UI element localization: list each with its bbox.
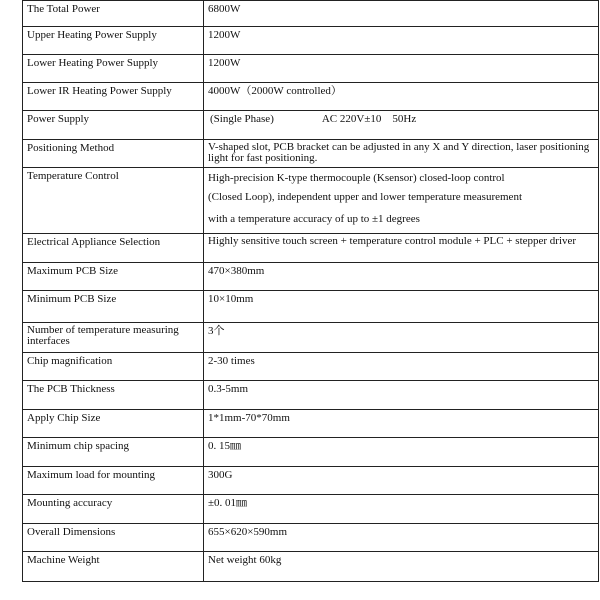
spec-table — [22, 0, 599, 582]
row-label-power-supply: Power Supply — [23, 111, 204, 140]
row-label-mounting-accuracy: Mounting accuracy — [23, 495, 204, 524]
table-row — [23, 381, 599, 410]
row-label-overall-dimensions: Overall Dimensions — [23, 524, 204, 552]
row-value-pcb-thickness: 0.3-5mm — [204, 381, 599, 410]
row-value-temp-interfaces: 3个 — [204, 323, 599, 353]
row-label-lower-heating: Lower Heating Power Supply — [23, 55, 204, 83]
row-label-temp-interfaces: Number of temperature measuring interfaces — [23, 323, 204, 353]
table-row — [23, 495, 599, 524]
row-value-max-load: 300G — [204, 467, 599, 495]
table-row — [23, 1, 599, 27]
row-label-min-pcb-size: Minimum PCB Size — [23, 291, 204, 323]
row-label-pcb-thickness: The PCB Thickness — [23, 381, 204, 410]
row-value-power-supply — [204, 111, 599, 140]
row-value-machine-weight: Net weight 60kg — [204, 552, 599, 582]
table-row — [23, 552, 599, 582]
row-label-temperature-control: Temperature Control — [23, 168, 204, 234]
row-label-apply-chip-size: Apply Chip Size — [23, 410, 204, 438]
table-row — [23, 438, 599, 467]
power-supply-phase: (Single Phase) — [210, 113, 274, 125]
table-row — [23, 234, 599, 263]
table-row — [23, 410, 599, 438]
table-row — [23, 263, 599, 291]
row-label-max-load: Maximum load for mounting — [23, 467, 204, 495]
table-row — [23, 467, 599, 495]
row-label-positioning-method: Positioning Method — [23, 140, 204, 168]
row-label-electrical-appliance: Electrical Appliance Selection — [23, 234, 204, 263]
row-value-mounting-accuracy: ±0. 01㎜ — [204, 495, 599, 524]
row-value-min-pcb-size: 10×10mm — [204, 291, 599, 323]
table-row — [23, 323, 599, 353]
row-value-chip-magnification: 2-30 times — [204, 353, 599, 381]
row-value-electrical-appliance: Highly sensitive touch screen + temperature control module + PLC + stepper driver — [204, 234, 599, 263]
row-value-max-pcb-size: 470×380mm — [204, 263, 599, 291]
row-value-upper-heating: 1200W — [204, 27, 599, 55]
table-row — [23, 140, 599, 168]
row-label-total-power: The Total Power — [23, 1, 204, 27]
row-value-positioning-method: V-shaped slot, PCB bracket can be adjusted in any X and Y direction, laser positioning light for fast positioning. — [204, 140, 599, 168]
temperature-control-line: with a temperature accuracy of up to ±1 degrees — [208, 213, 420, 225]
row-value-temperature-control — [204, 168, 599, 234]
table-row — [23, 55, 599, 83]
table-row — [23, 27, 599, 55]
row-label-min-chip-spacing: Minimum chip spacing — [23, 438, 204, 467]
row-value-lower-ir-heating: 4000W（2000W controlled） — [204, 83, 599, 111]
power-supply-voltage: AC 220V±10 50Hz — [321, 113, 417, 125]
row-value-min-chip-spacing: 0. 15㎜ — [204, 438, 599, 467]
row-value-overall-dimensions: 655×620×590mm — [204, 524, 599, 552]
table-row — [23, 168, 599, 234]
row-label-chip-magnification: Chip magnification — [23, 353, 204, 381]
row-label-lower-ir-heating: Lower IR Heating Power Supply — [23, 83, 204, 111]
temperature-control-line: (Closed Loop), independent upper and lower temperature measurement — [208, 191, 522, 203]
table-row — [23, 524, 599, 552]
table-row — [23, 291, 599, 323]
row-value-lower-heating: 1200W — [204, 55, 599, 83]
row-value-apply-chip-size: 1*1mm-70*70mm — [204, 410, 599, 438]
temperature-control-line: High-precision K-type thermocouple (Ksensor) closed-loop control — [208, 172, 505, 184]
row-value-total-power: 6800W — [204, 1, 599, 27]
row-label-machine-weight: Machine Weight — [23, 552, 204, 582]
row-label-upper-heating: Upper Heating Power Supply — [23, 27, 204, 55]
table-row — [23, 353, 599, 381]
table-row — [23, 83, 599, 111]
table-row — [23, 111, 599, 140]
row-label-max-pcb-size: Maximum PCB Size — [23, 263, 204, 291]
